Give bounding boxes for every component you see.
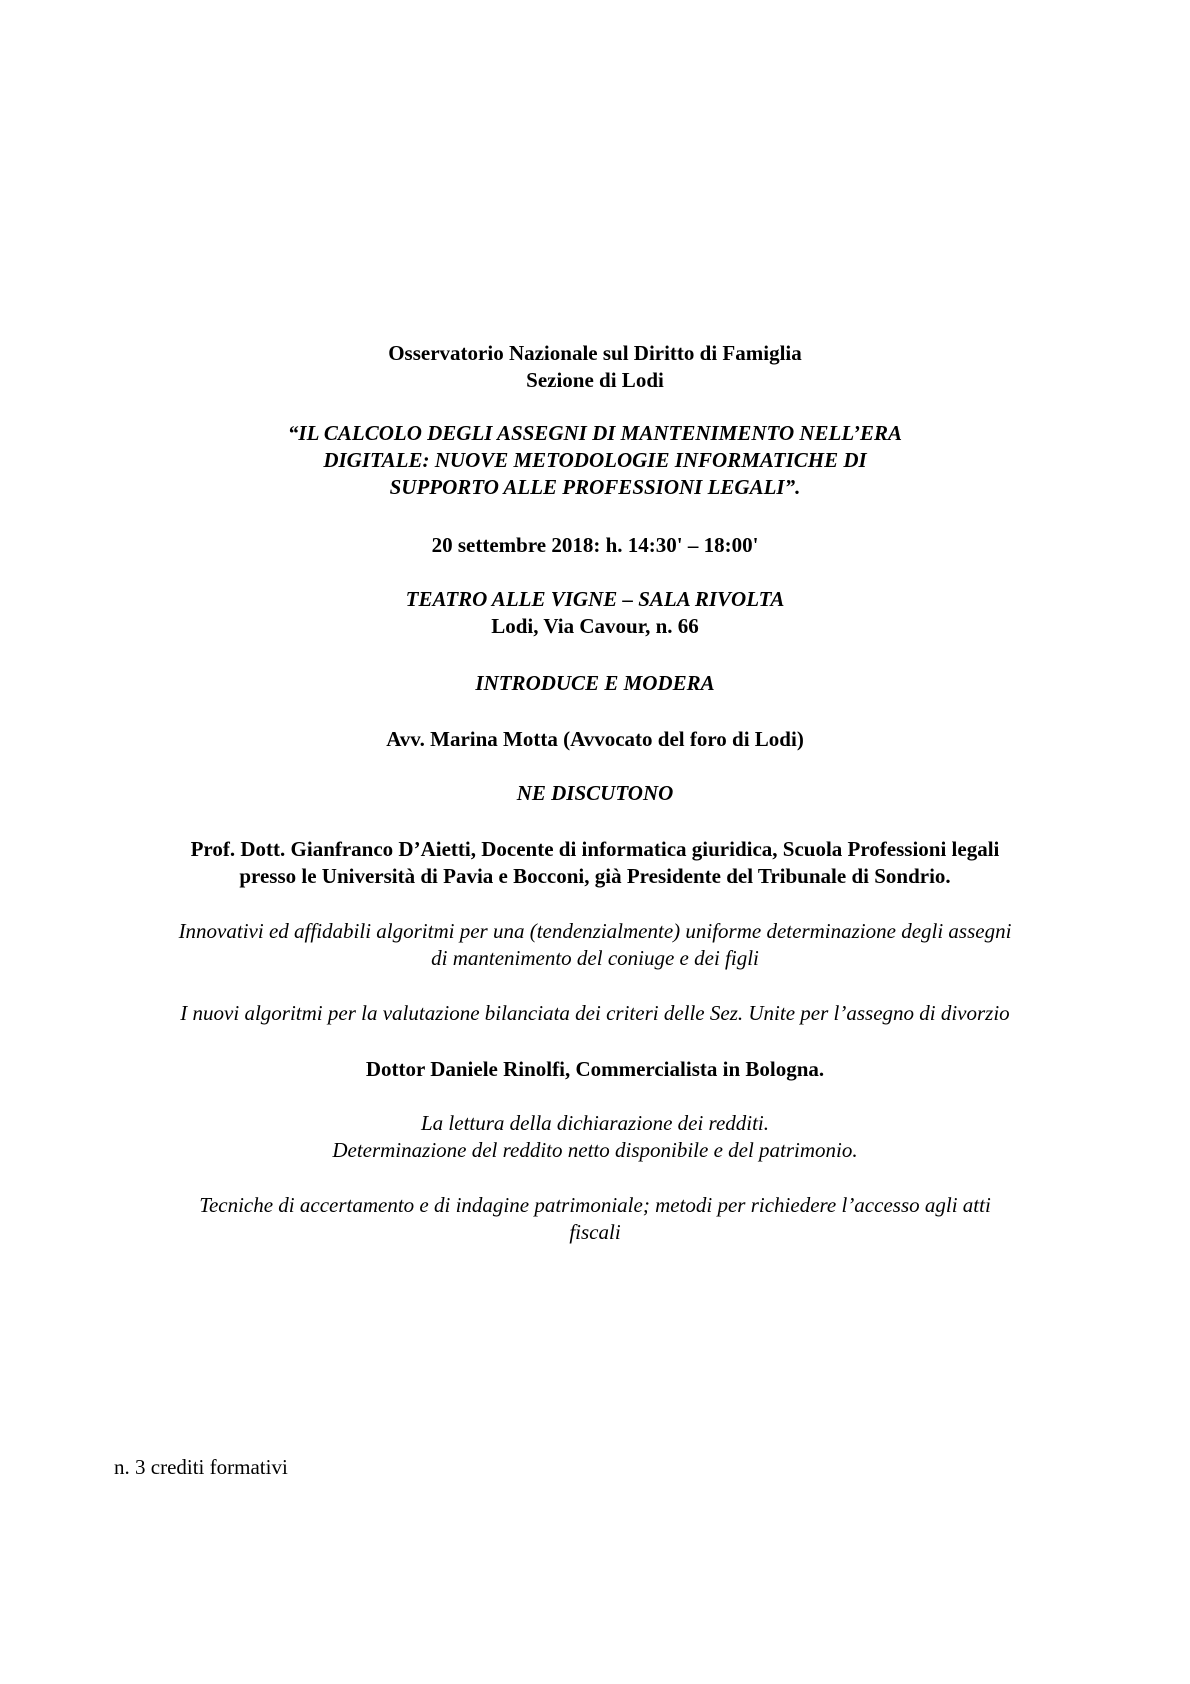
venue-name: TEATRO ALLE VIGNE – SALA RIVOLTA	[405, 587, 785, 611]
speaker-2-topic-2	[100, 1192, 1090, 1246]
speaker-1-bio-line-2: presso le Università di Pavia e Bocconi, già Presidente del Tribunale di Sondrio.	[239, 864, 951, 888]
moderator-heading: INTRODUCE E MODERA	[475, 671, 715, 695]
section-name: Sezione di Lodi	[526, 368, 664, 392]
speakers-heading: NE DISCUTONO	[516, 781, 674, 805]
speaker-1-topic-1-line-1: Innovativi ed affidabili algoritmi per una (tendenzialmente) uniforme determinazione degli assegni	[178, 919, 1012, 943]
speaker-1-bio	[100, 836, 1090, 890]
speaker-1-topic-1	[100, 918, 1090, 972]
event-title-line-1: “IL CALCOLO DEGLI ASSEGNI DI MANTENIMENTO NELL’ERA	[287, 421, 903, 445]
speaker-2-topic-2-line-2: fiscali	[569, 1220, 621, 1244]
event-title-line-2: DIGITALE: NUOVE METODOLOGIE INFORMATICHE DI	[323, 448, 867, 472]
venue-address: Lodi, Via Cavour, n. 66	[491, 614, 699, 638]
speaker-2-topic-1-line-1: La lettura della dichiarazione dei redditi.	[420, 1111, 770, 1135]
event-title-line-3: SUPPORTO ALLE PROFESSIONI LEGALI”.	[389, 475, 801, 499]
speaker-1-topic-2: I nuovi algoritmi per la valutazione bilanciata dei criteri delle Sez. Unite per l’assegno di divorzio	[180, 1001, 1010, 1025]
speaker-2-topic-1	[100, 1110, 1090, 1164]
speaker-2-topic-1-line-2: Determinazione del reddito netto disponibile e del patrimonio.	[332, 1138, 858, 1162]
speaker-1-bio-line-1: Prof. Dott. Gianfranco D’Aietti, Docente di informatica giuridica, Scuola Professioni legali	[190, 837, 1000, 861]
venue	[100, 586, 1090, 640]
speaker-2-name: Dottor Daniele Rinolfi, Commercialista in Bologna.	[365, 1057, 825, 1081]
speaker-1-topic-1-line-2: di mantenimento del coniuge e dei figli	[431, 946, 759, 970]
organization-header	[100, 340, 1090, 394]
moderator-name: Avv. Marina Motta (Avvocato del foro di Lodi)	[386, 727, 804, 751]
event-title	[100, 420, 1090, 501]
speaker-2-topic-2-line-1: Tecniche di accertamento e di indagine patrimoniale; metodi per richiedere l’accesso agli atti	[199, 1193, 991, 1217]
credits-note: n. 3 crediti formativi	[114, 1455, 288, 1479]
organization-name: Osservatorio Nazionale sul Diritto di Famiglia	[388, 341, 802, 365]
event-date-time: 20 settembre 2018: h. 14:30' – 18:00'	[431, 533, 759, 557]
